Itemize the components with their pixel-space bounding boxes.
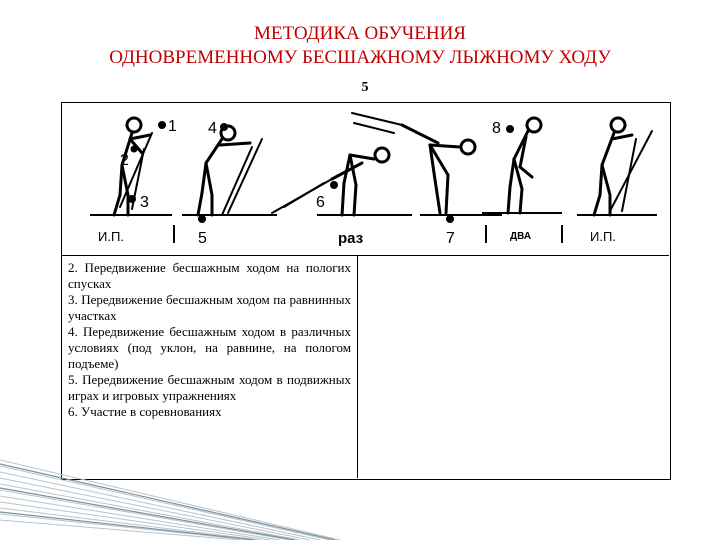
empty-cell bbox=[358, 256, 669, 478]
skier-phases-figure bbox=[62, 103, 669, 256]
slide-number: 5 bbox=[361, 80, 369, 95]
phase-number-7: 7 bbox=[446, 230, 455, 247]
ski-tracks bbox=[90, 213, 657, 215]
page-title bbox=[0, 22, 720, 70]
phase-number-5: 5 bbox=[198, 230, 207, 247]
axis-label-one: раз bbox=[338, 230, 364, 247]
axis-label-end: И.П. bbox=[590, 229, 616, 244]
title-line-1: МЕТОДИКА ОБУЧЕНИЯ bbox=[254, 23, 466, 44]
phase-number-1: 1 bbox=[168, 118, 177, 135]
step-item: 4. Передвижение бесшажным ходом в различных условиях (под уклон, на равнине, на пологом подъеме) bbox=[68, 324, 351, 371]
phase-number-8: 8 bbox=[492, 120, 501, 137]
phase-number-6: 6 bbox=[316, 194, 325, 211]
skier-figure-3 bbox=[272, 148, 389, 215]
axis-label-two: два bbox=[510, 231, 532, 242]
skier-figure-6 bbox=[594, 118, 652, 215]
skier-figure-4 bbox=[352, 113, 475, 213]
corner-decoration bbox=[0, 440, 340, 540]
content-table bbox=[61, 102, 671, 480]
phase-number-2: 2 bbox=[120, 152, 129, 169]
step-item: 2. Передвижение бесшажным ходом на пологих спусках bbox=[68, 260, 351, 291]
title-line-2: ОДНОВРЕМЕННОМУ БЕСШАЖНОМУ ЛЫЖНОМУ ХОДУ bbox=[109, 47, 611, 68]
skier-figure-5 bbox=[508, 118, 541, 213]
step-item: 6. Участие в соревнованиях bbox=[68, 404, 222, 419]
axis-label-start: И.П. bbox=[98, 229, 124, 244]
phase-number-4: 4 bbox=[208, 120, 217, 137]
step-item: 5. Передвижение бесшажным ходом в подвижных играх и игровых упражнениях bbox=[68, 372, 351, 403]
phase-ticks bbox=[174, 225, 562, 243]
skier-figure-2 bbox=[198, 126, 262, 215]
axis-labels bbox=[98, 229, 616, 247]
phase-number-3: 3 bbox=[140, 194, 149, 211]
phase-number-labels bbox=[120, 118, 501, 247]
step-item: 3. Передвижение бесшажным ходом па равнинных участках bbox=[68, 292, 351, 323]
skier-phases-illustration bbox=[62, 103, 669, 255]
